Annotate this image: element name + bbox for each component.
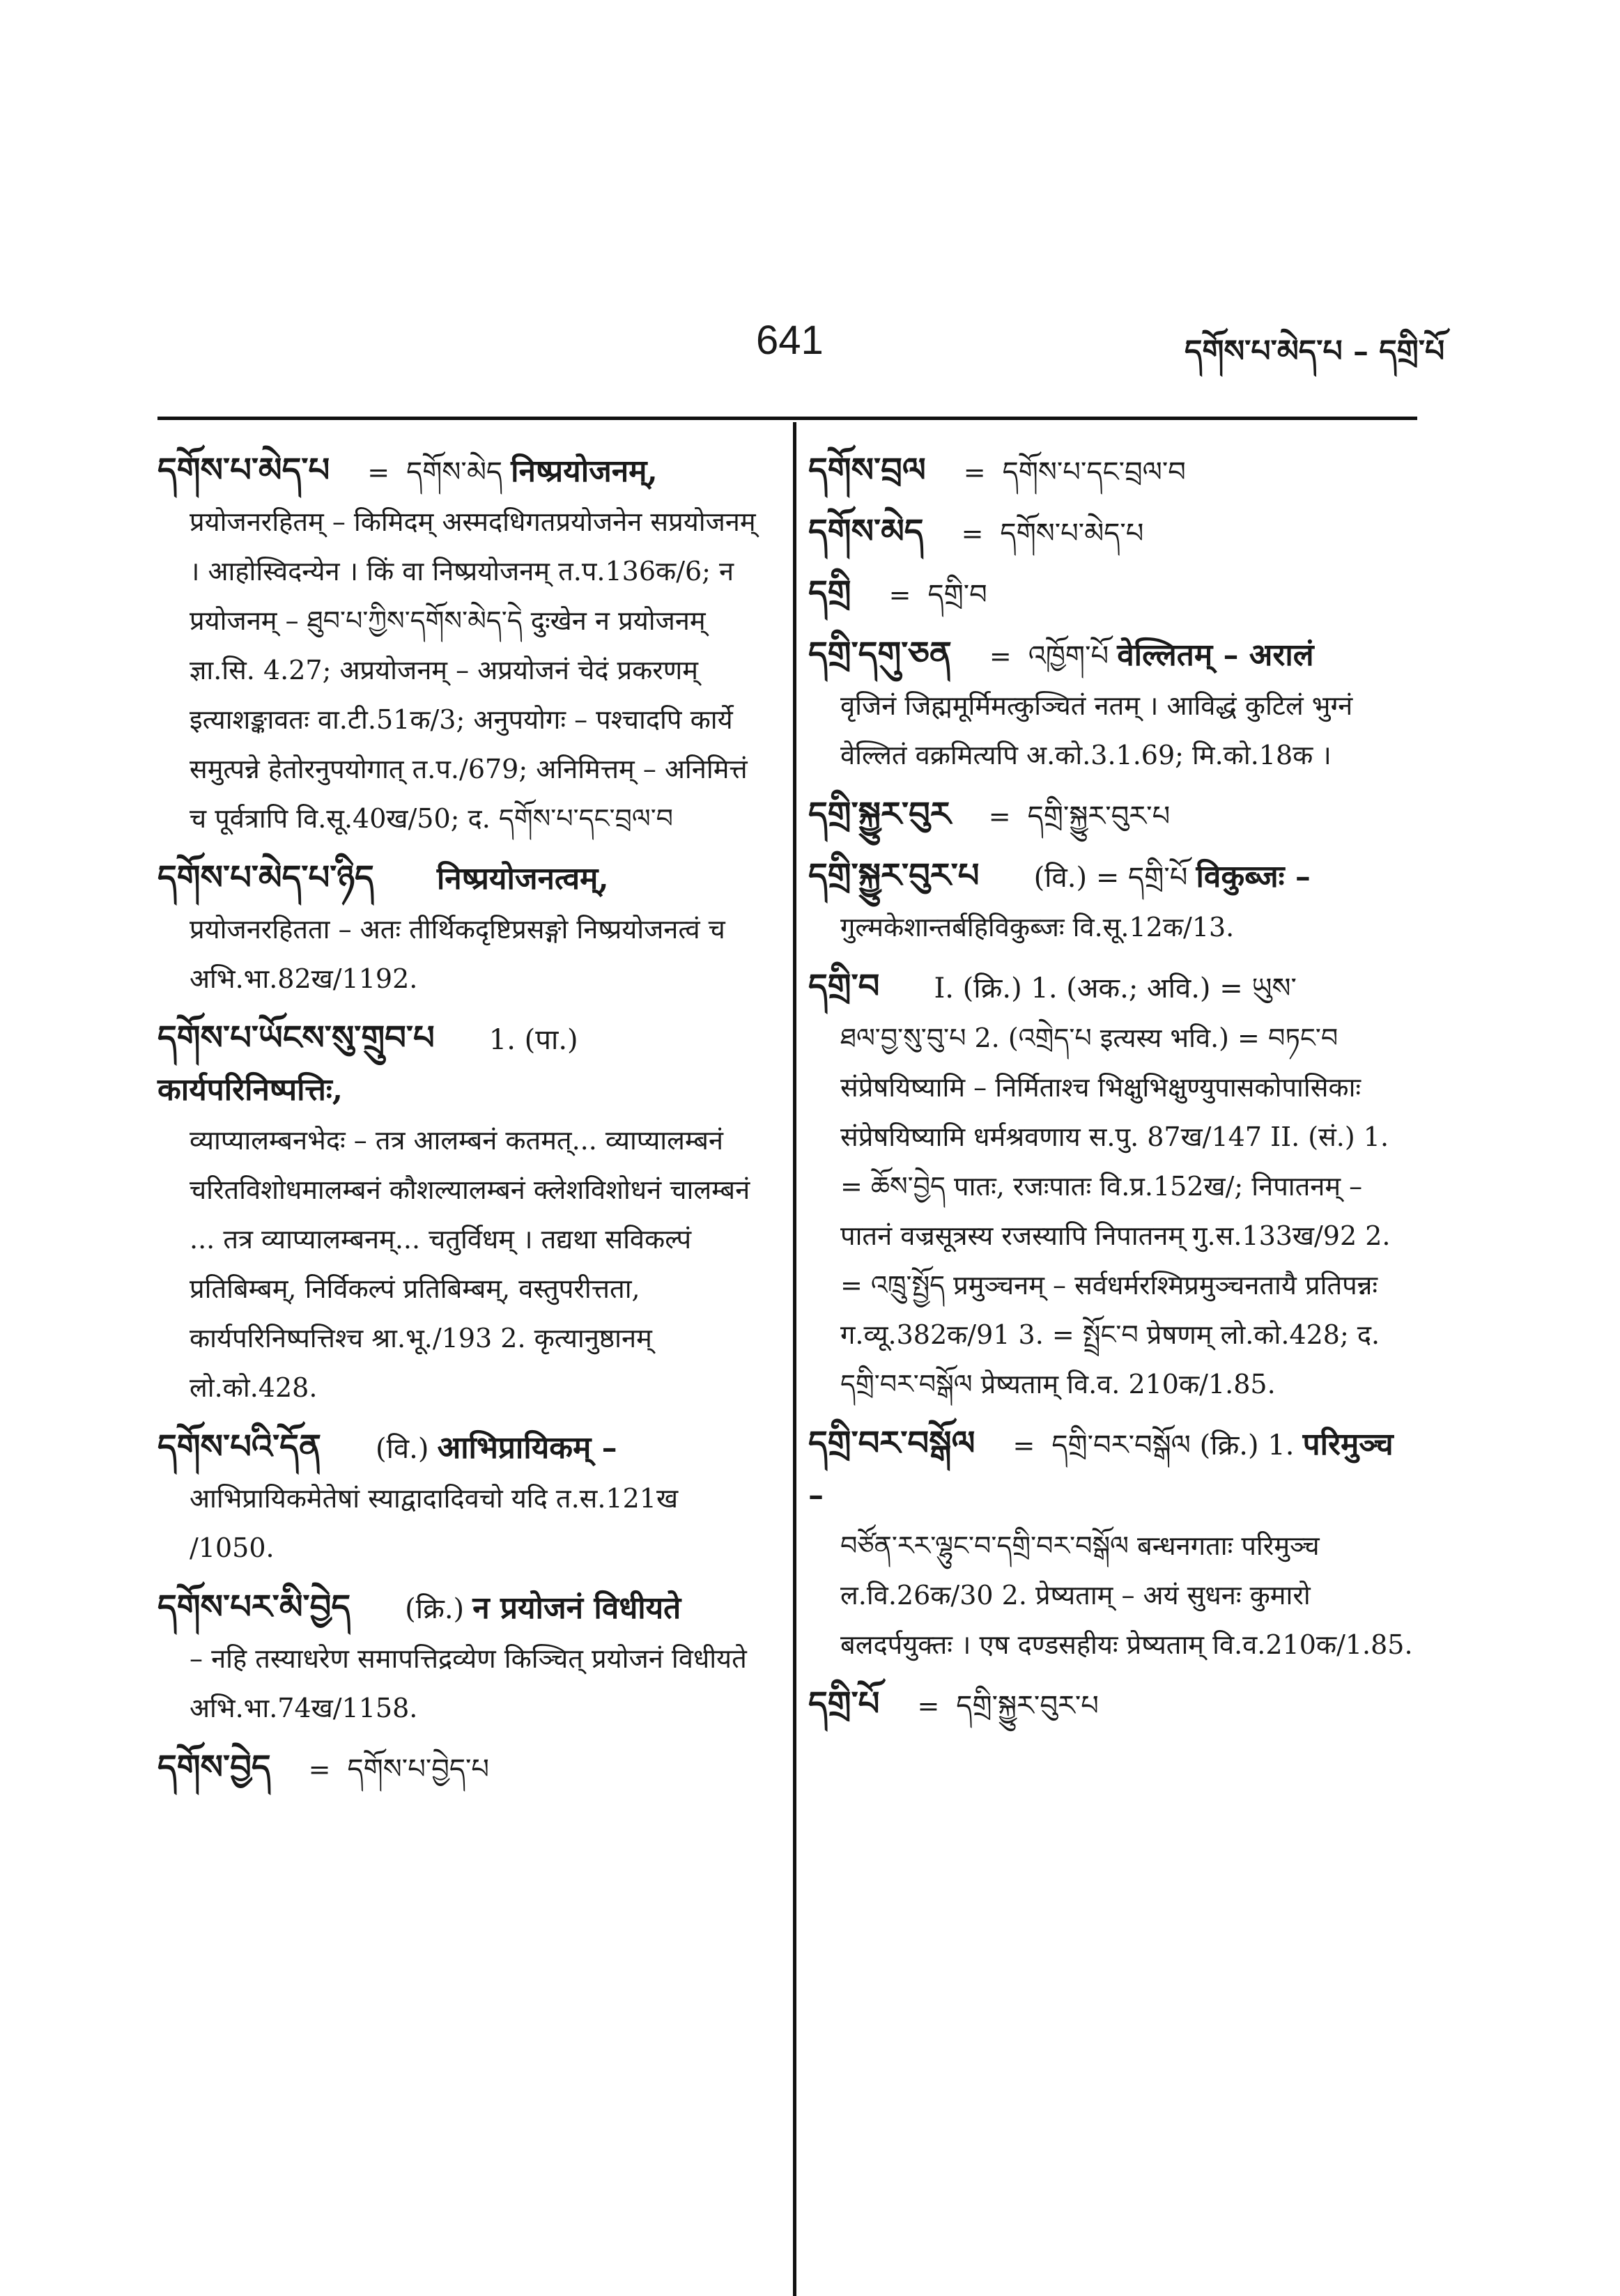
headword: དགོས་པ་མེད་པ་ཉིད (157, 858, 374, 897)
headword: དགོས་མེད (808, 512, 924, 551)
headword: དགོས་བྲལ (808, 451, 926, 490)
headword: དགོས་པ་ཡོངས་སུ་གྲུབ་པ (157, 1018, 435, 1057)
equals: = (367, 457, 390, 488)
entry-body: ཐལ་བྱ་སུ་བུ་པ 2. (འགྲེད་པ इत्यस्य भवि.) = བཏང་བ संप्रेषयिष्यामि – निर्मिताश्च भिक्षुभिक्षुण्युपासकोपासिकाः संप्रेषयिष्यामि धर्मश्रवणाय स.पु. 87ख/147 II. (सं.) 1. = ཆོས་བྱེད पातः, रजःपातः वि.प्र.152ख/; निपातनम् – पातनं वज्रसूत्रस्य रजस्यापि निपातनम् गु.स.133ख/92 2. = འཁྲུ་སྤྱོད प्रमुञ्चनम् – सर्वधर्मरश्मिप्रमुञ्चनतायै प्रतिपन्नः ग.व्यू.382क/91 3. = སྤྲོང་བ प्रेषणम् लो.को.428; द. དགྲི་བར་བསྒོལ प्रेष्यताम् वि.व. 210क/1.85. (840, 1023, 1391, 1399)
entry (808, 568, 1414, 620)
sanskrit-gloss: विकुब्जः – (1196, 859, 1311, 894)
right-column (808, 446, 1414, 1741)
entry (157, 1743, 757, 1794)
cross-ref: དགོས་པ་མེད་པ (1000, 518, 1144, 550)
headword: དགོས་བྱེད (157, 1748, 271, 1787)
equals: = (961, 518, 984, 549)
headword: དགྲི་དགུ་ཅན (808, 635, 952, 674)
entry-body: བཙོན་རར་ལྷུང་བ་དགྲི་བར་བསྒོལ बन्धनगताः परिमुञ्च ल.वि.26क/30 2. प्रेष्यताम् – अयं सुधनः कुमारो बलदर्पयुक्तः । एष दण्डसहीयः प्रेष्यताम् वि.व.210क/1.85. (840, 1530, 1413, 1660)
entry-body: – नहि तस्याधरेण समापत्तिद्रव्येण किञ्चित् प्रयोजनं विधीयते अभि.भा.74ख/1158. (190, 1643, 747, 1723)
cross-ref: (क्रि.) (405, 1593, 465, 1625)
entry-body: प्रयोजनरहितता – अतः तीर्थिकदृष्टिप्रसङ्गो निष्प्रयोजनत्वं च अभि.भा.82ख/1192. (190, 914, 725, 994)
headword: དགྲི་སྐྱུར་བུར (808, 795, 951, 834)
headword: དགོས་པ་མེད་པ (157, 451, 330, 490)
entry-body: आभिप्रायिकमेतेषां स्याद्वादादिवचो यदि त.स.121ख /1050. (190, 1483, 679, 1563)
cross-ref: 1. (पा.) (488, 1024, 578, 1056)
cross-ref: དགྲི་སྐྱུར་བུར་པ (1027, 800, 1171, 832)
entry (808, 446, 1414, 497)
entry (808, 630, 1414, 780)
entry (808, 507, 1414, 559)
headword: དགྲི་བར་བསྒོལ (808, 1424, 975, 1463)
cross-ref: (वि.) = དགྲི་པོ (1033, 862, 1188, 894)
headword: དགྲི་པོ (808, 1684, 880, 1723)
header-rule (157, 417, 1417, 420)
sanskrit-gloss: कार्यपरिनिष्पत्तिः, (157, 1072, 344, 1108)
entry-body: व्याप्यालम्बनभेदः – तत्र आलम्बनं कतमत्... व्याप्यालम्बनं चरितविशोधमालम्बनं कौशल्यालम्बनं क्लेशविशोधनं चालम्बनं ... तत्र व्याप्यालम्बनम्... चतुर्विधम् । तद्यथा सविकल्पं प्रतिबिम्बम्, निर्विकल्पं प्रतिबिम्बम्, वस्तुपरीत्तता, कार्यपरिनिष्पत्तिश्च श्रा.भू./193 2. कृत्यानुष्ठानम् लो.को.428. (190, 1125, 750, 1403)
cross-ref: དགོས་པ་བྱེད་པ (347, 1753, 490, 1785)
cross-ref: འཁྱོག་པོ (1028, 640, 1109, 672)
entry (808, 1419, 1414, 1670)
entry-body: गुल्मकेशान्तर्बहिविकुब्जः वि.सू.12क/13. (840, 912, 1235, 943)
column-divider (793, 422, 796, 2296)
sanskrit-gloss: आभिप्रायिकम् – (437, 1430, 617, 1466)
cross-ref: I. (क्रि.) 1. (अक.; अवि.) = ཡུས་ (934, 972, 1297, 1004)
entry (157, 1583, 757, 1733)
entry (157, 853, 757, 1004)
running-head: དགོས་པ་མེད་པ – དགྲི་པོ (1185, 334, 1445, 369)
equals: = (308, 1754, 331, 1785)
cross-ref: དགྲི་བར་བསྒོལ (क्रि.) 1. (1051, 1429, 1295, 1461)
equals: = (989, 641, 1012, 672)
headword: དགྲི་སྐྱུར་བུར་པ (808, 856, 980, 895)
entry-body: वृजिनं जिह्ममूर्मिमत्कुञ्चितं नतम् । आविद्धं कुटिलं भुग्नं वेल्लितं वक्रमित्यपि अ.को.3.1.69; मि.को.18क । (840, 690, 1353, 770)
headword: དགོས་པའི་དོན (157, 1427, 321, 1466)
equals: = (1012, 1430, 1035, 1461)
cross-ref: དགྲི་སྐྱུར་བུར་པ (956, 1690, 1099, 1722)
entry (808, 1680, 1414, 1731)
sanskrit-gloss: निष्प्रयोजनत्वम्, (436, 861, 609, 897)
sanskrit-gloss: न प्रयोजनं विधीयते (472, 1590, 681, 1626)
sanskrit-gloss: वेल्लितम् – अरालं (1117, 637, 1314, 673)
entry (808, 790, 1414, 841)
left-column (157, 446, 757, 1804)
cross-ref: དགྲི་བ (927, 579, 987, 611)
cross-ref: དགོས་མེད (406, 456, 503, 488)
sanskrit-gloss: निष्प्रयोजनम्, (511, 453, 658, 489)
entry (157, 1422, 757, 1573)
equals: = (963, 457, 986, 488)
page-number: 641 (756, 318, 824, 363)
headword: དགྲི (808, 573, 851, 612)
headword: དགྲི་བ (808, 967, 880, 1006)
sanskrit-gloss: परिमुञ्च – (808, 1427, 1394, 1513)
entry (157, 446, 757, 844)
entry (808, 962, 1414, 1409)
equals: = (917, 1691, 940, 1721)
headword: དགོས་པར་མི་བྱེད (157, 1588, 351, 1627)
equals: = (988, 801, 1011, 832)
entry-body: प्रयोजनरहितम् – किमिदम् अस्मदधिगतप्रयोजनेन सप्रयोजनम् । आहोस्विदन्येन । किं वा निष्प्रयोजनम् त.प.136क/6; न प्रयोजनम् – ཐུབ་པ་ཀྱིས་དགོས་མེད་དེ दुःखेन न प्रयोजनम् ज्ञा.सि. 4.27; अप्रयोजनम् – अप्रयोजनं चेदं प्रकरणम् इत्याशङ्कावतः वा.टी.51क/3; अनुपयोगः – पश्चादपि कार्ये समुत्पन्ने हेतोरनुपयोगात् त.प./679; अनिमित्तम् – अनिमित्तं च पूर्वत्रापि वि.सू.40ख/50; द. དགོས་པ་དང་བྲལ་བ (190, 506, 756, 834)
entry (808, 851, 1414, 952)
entry (157, 1014, 757, 1413)
equals: = (888, 580, 911, 610)
cross-ref: (वि.) (375, 1433, 429, 1465)
cross-ref: དགོས་པ་དང་བྲལ་བ (1002, 456, 1186, 488)
